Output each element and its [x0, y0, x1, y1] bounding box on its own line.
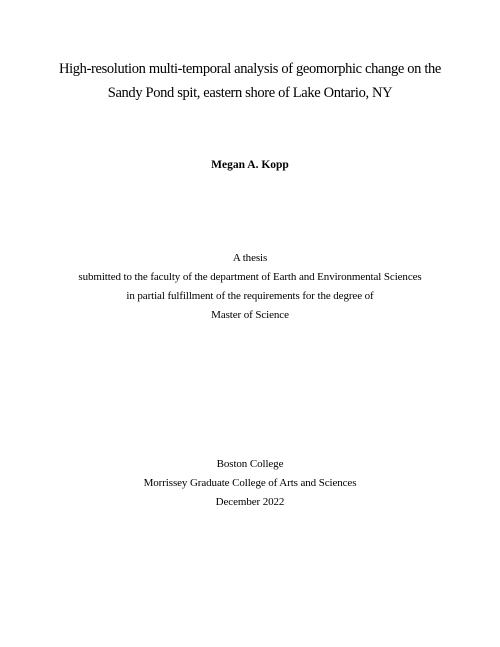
degree-name: Master of Science	[211, 309, 289, 321]
author-name: Megan A. Kopp	[211, 159, 289, 171]
submission-date: December 2022	[215, 496, 285, 508]
submission-line-1: A thesis	[232, 252, 268, 264]
college-name: Morrissey Graduate College of Arts and Sciences	[143, 477, 357, 489]
thesis-title-line-1: High-resolution multi-temporal analysis of geomorphic change on the	[58, 61, 442, 77]
submission-line-2: submitted to the faculty of the department of Earth and Environmental Sciences	[78, 271, 422, 283]
university-name: Boston College	[216, 458, 284, 470]
submission-line-3: in partial fulfillment of the requirements for the degree of	[126, 290, 374, 302]
thesis-title-line-2: Sandy Pond spit, eastern shore of Lake Ontario, NY	[107, 85, 393, 101]
